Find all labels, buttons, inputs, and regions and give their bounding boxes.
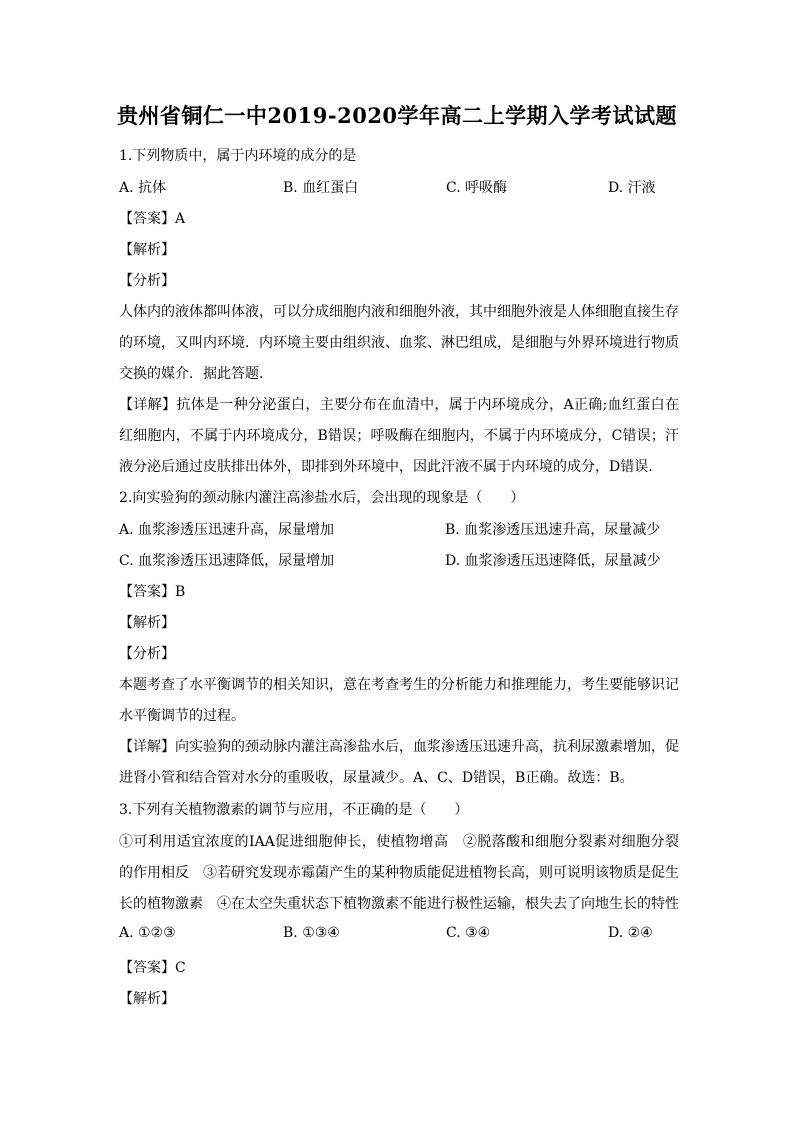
question-1-option-b: B. 血红蛋白 xyxy=(283,180,359,196)
question-3-option-b: B. ①③④ xyxy=(283,925,340,941)
question-2-answer: 【答案】B xyxy=(119,584,186,600)
question-2-option-a: A. 血浆渗透压迅速升高，尿量增加 xyxy=(119,522,335,538)
question-1-stem: 1.下列物质中，属于内环境的成分的是 xyxy=(119,148,357,164)
question-3-statement-line: ①可利用适宜浓度的IAA促进细胞伸长，使植物增高 ②脱落酸和细胞分裂素对细胞分裂 xyxy=(119,834,679,850)
question-2-detail-line: 进肾小管和结合管对水分的重吸收，尿量减少。A、C、D错误，B正确。故选：B。 xyxy=(119,770,634,786)
question-2-option-b: B. 血浆渗透压迅速升高，尿量减少 xyxy=(445,522,661,538)
question-1-analysis-line: 的环境，又叫内环境．内环境主要由组织液、血浆、淋巴组成，是细胞与外界环境进行物质 xyxy=(119,335,679,351)
question-1-option-c: C. 呼吸酶 xyxy=(446,180,508,196)
question-3-answer: 【答案】C xyxy=(119,960,186,976)
question-2-fenxi-label: 【分析】 xyxy=(119,646,175,662)
question-2-stem: 2.向实验狗的颈动脉内灌注高渗盐水后，会出现的现象是（ ） xyxy=(119,490,525,506)
question-1-fenxi-label: 【分析】 xyxy=(119,273,175,289)
question-3-option-a: A. ①②③ xyxy=(119,925,176,941)
question-1-detail-line: 【详解】抗体是一种分泌蛋白，主要分布在血清中，属于内环境成分，A正确;血红蛋白在 xyxy=(119,397,679,413)
question-3-jiexi-label: 【解析】 xyxy=(119,991,175,1007)
question-1-option-d: D. 汗液 xyxy=(608,180,656,196)
question-2-analysis-line: 本题考查了水平衡调节的相关知识，意在考查考生的分析能力和推理能力，考生要能够识记 xyxy=(119,677,679,693)
question-3-statement-line: 长的植物激素 ④在太空失重状态下植物激素不能进行极性运输，根失去了向地生长的特性 xyxy=(119,896,679,912)
question-1-option-a: A. 抗体 xyxy=(119,180,167,196)
question-2-option-c: C. 血浆渗透压迅速降低，尿量增加 xyxy=(119,553,335,569)
question-2-option-d: D. 血浆渗透压迅速降低，尿量减少 xyxy=(445,553,661,569)
question-1-detail-line: 红细胞内，不属于内环境成分，B错误；呼吸酶在细胞内，不属于内环境成分，C错误；汗 xyxy=(119,428,679,444)
question-2-analysis-line: 水平衡调节的过程。 xyxy=(119,708,245,724)
question-2-jiexi-label: 【解析】 xyxy=(119,615,175,631)
question-1-jiexi-label: 【解析】 xyxy=(119,242,175,258)
document-title: 贵州省铜仁一中2019-2020学年高二上学期入学考试试题 xyxy=(116,103,678,128)
question-1-analysis-line: 人体内的液体都叫体液，可以分成细胞内液和细胞外液，其中细胞外液是人体细胞直接生存 xyxy=(119,304,679,320)
question-1-analysis-line: 交换的媒介．据此答题． xyxy=(119,366,273,382)
question-3-option-c: C. ③④ xyxy=(446,925,491,941)
question-3-option-d: D. ②④ xyxy=(608,925,653,941)
question-1-detail-line: 液分泌后通过皮肤排出体外，即排到外环境中，因此汗液不属于内环境的成分，D错误． xyxy=(119,459,663,475)
question-2-detail-line: 【详解】向实验狗的颈动脉内灌注高渗盐水后，血浆渗透压迅速升高，抗利尿激素增加，促 xyxy=(119,739,679,755)
question-3-statement-line: 的作用相反 ③若研究发现赤霉菌产生的某种物质能促进植物长高，则可说明该物质是促生 xyxy=(119,865,679,881)
question-1-answer: 【答案】A xyxy=(119,211,186,227)
question-3-stem: 3.下列有关植物激素的调节与应用，不正确的是（ ） xyxy=(119,802,469,818)
